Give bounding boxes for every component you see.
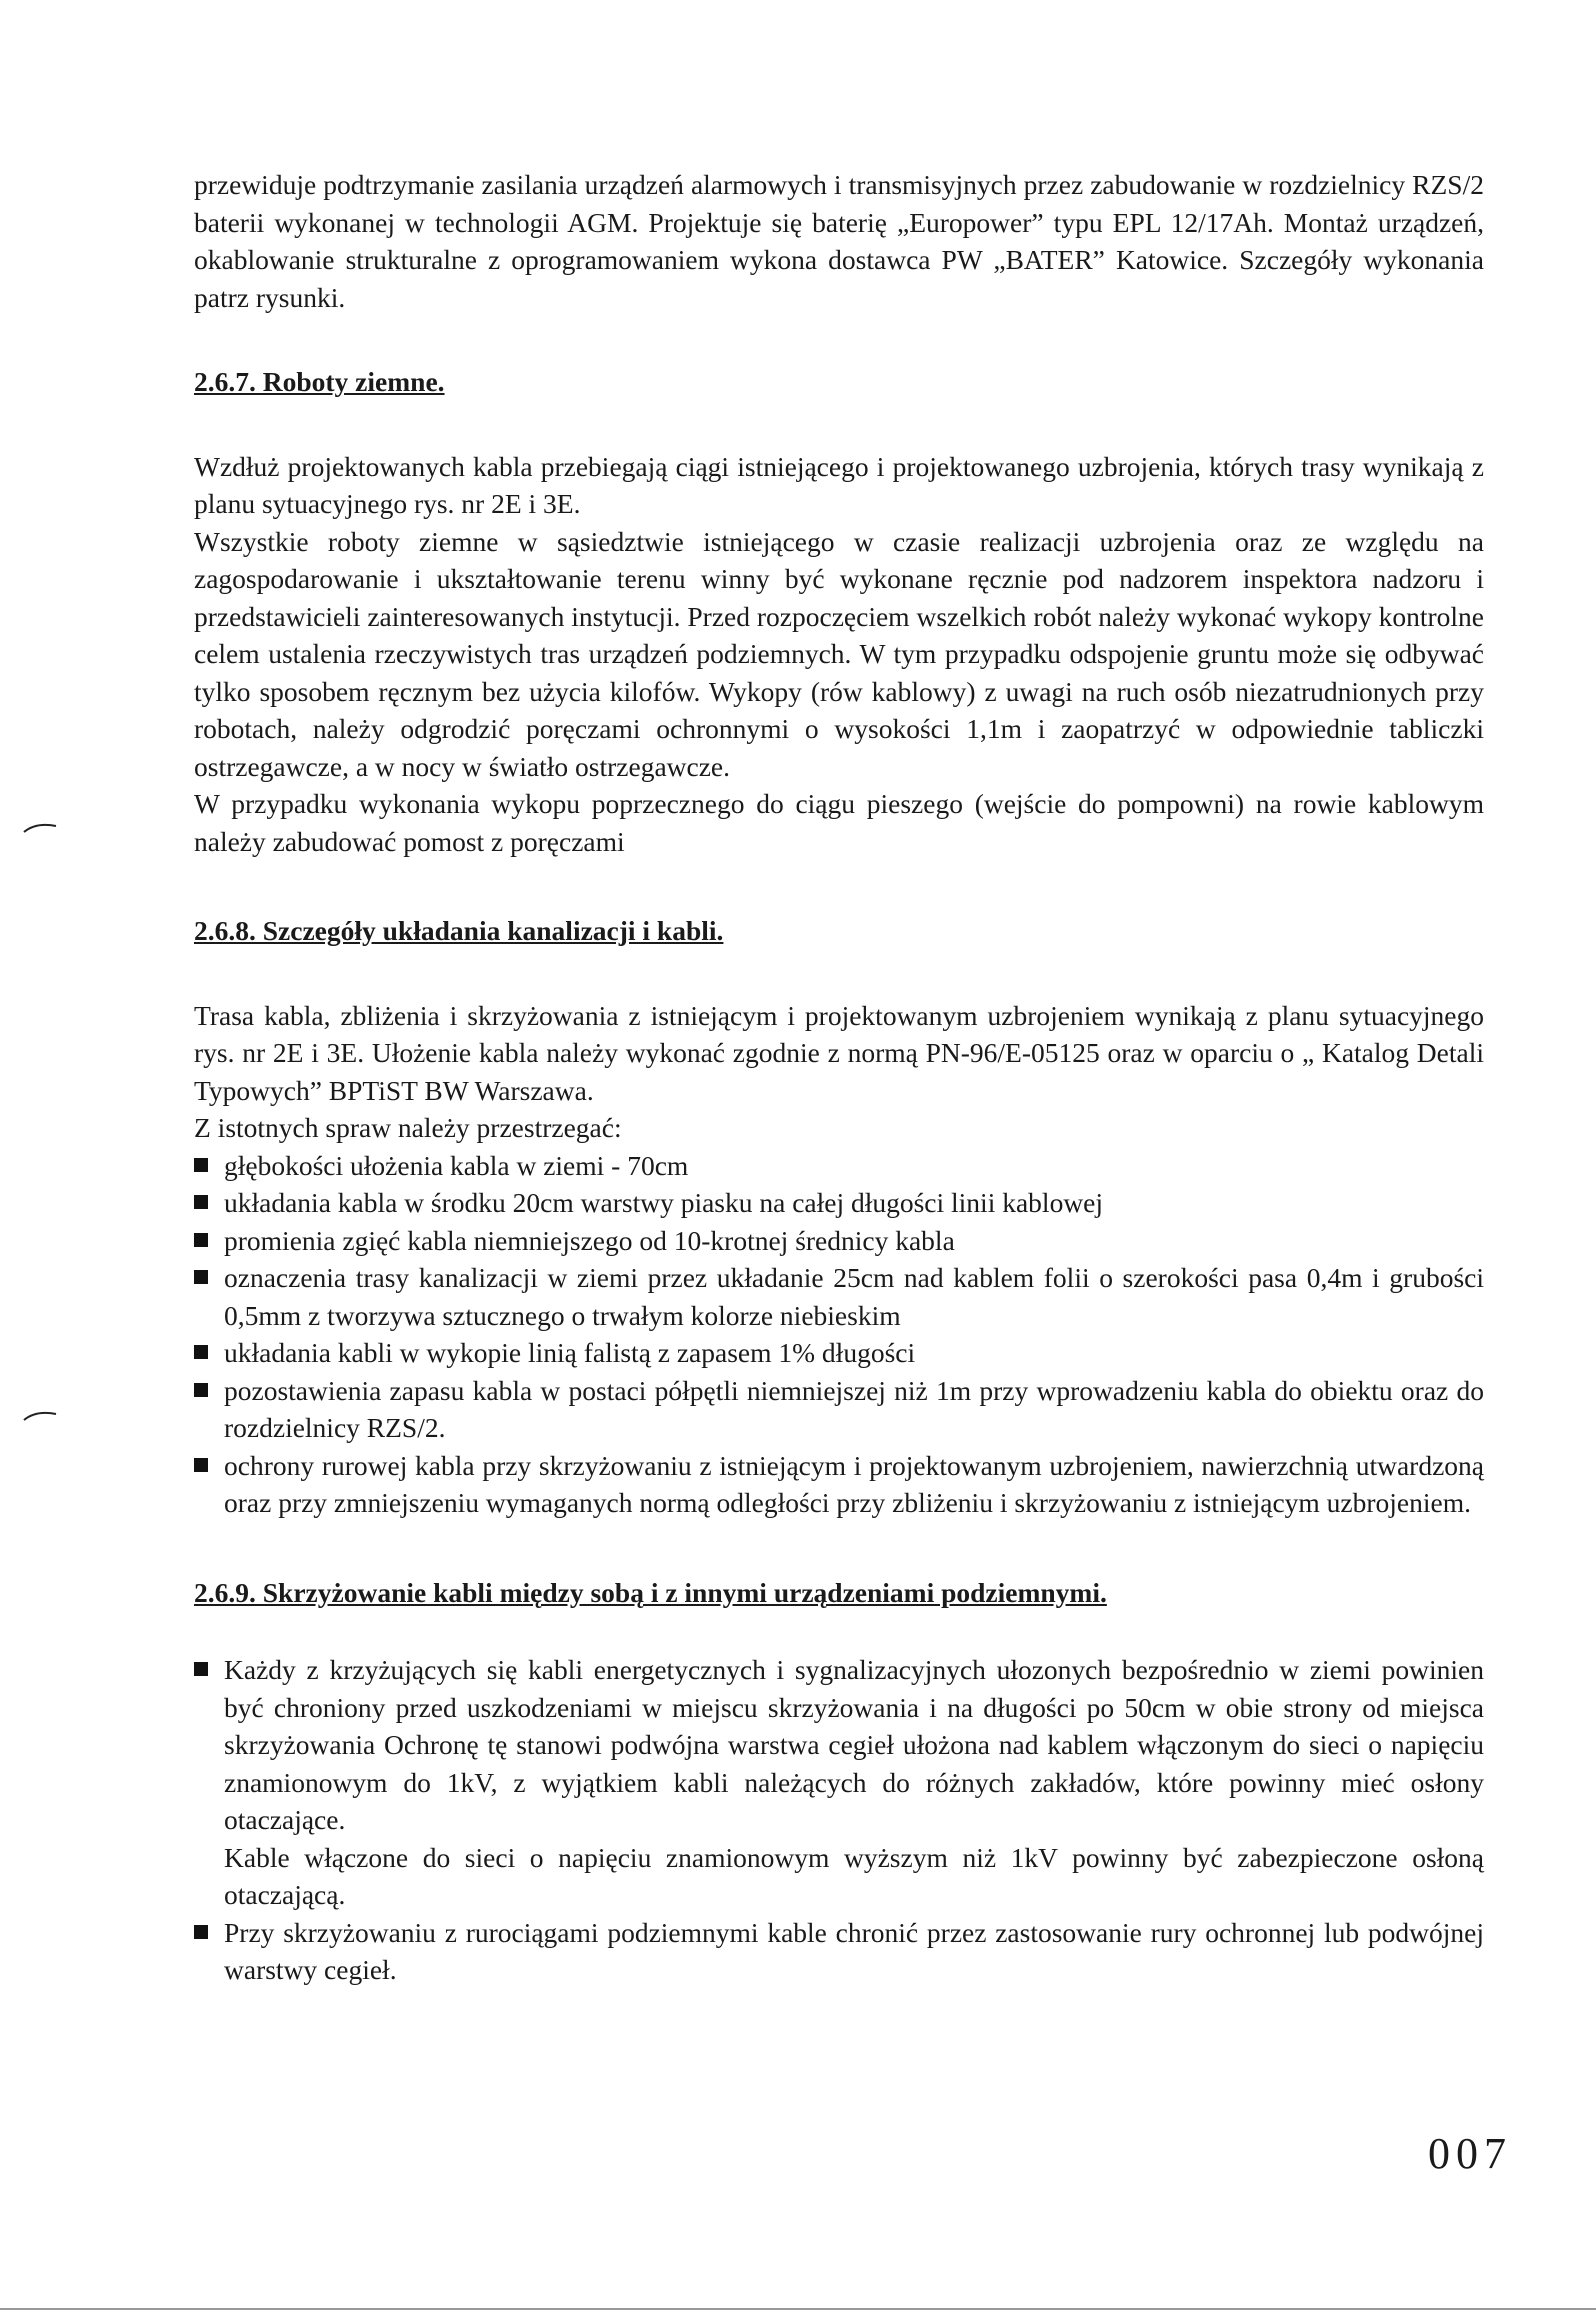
margin-pencil-mark	[22, 1408, 58, 1422]
section-2-6-8	[194, 912, 1484, 1522]
square-bullet-icon	[194, 1270, 208, 1284]
list-item: układania kabla w środku 20cm warstwy piasku na całej długości linii kablowej	[194, 1184, 1484, 1222]
section-2-6-9	[194, 1574, 1484, 1989]
square-bullet-icon	[194, 1158, 208, 1172]
square-bullet-icon	[194, 1458, 208, 1472]
page-number: 007	[1428, 2129, 1512, 2178]
section-heading: 2.6.9. Skrzyżowanie kabli między sobą i z innymi urządzeniami podziemnymi.	[194, 1576, 1107, 1608]
list-item: ochrony rurowej kabla przy skrzyżowaniu z istniejącym i projektowanym uzbrojeniem, nawierzchnią utwardzoną oraz przy zmniejszeniu wymaganych normą odległości przy zbliżeniu i skrzyżowaniu z istniejącym uzbrojeniem.	[194, 1447, 1484, 1522]
list-item: głębokości ułożenia kabla w ziemi - 70cm	[194, 1147, 1484, 1185]
paragraph: Z istotnych spraw należy przestrzegać:	[194, 1112, 622, 1143]
paragraph: Trasa kabla, zbliżenia i skrzyżowania z istniejącym i projektowanym uzbrojeniem wynikają z planu sytuacyjnego rys. nr 2E i 3E. Ułożenie kabla należy wykonać zgodnie z normą PN-96/E-05125 oraz w oparciu o „ Katalog Detali Typowych” BPTiST BW Warszawa.	[194, 999, 1484, 1106]
paragraph: Wzdłuż projektowanych kabla przebiegają ciągi istniejącego i projektowanego uzbrojenia, których trasy wynikają z planu sytuacyjnego rys. nr 2E i 3E.	[194, 450, 1484, 519]
intro-paragraph: przewiduje podtrzymanie zasilania urządzeń alarmowych i transmisyjnych przez zabudowanie w rozdzielnicy RZS/2 baterii wykonanej w technologii AGM. Projektuje się baterię „Europower” typu EPL 12/17Ah. Montaż urządzeń, okablowanie strukturalne z oprogramowaniem wykona dostawca PW „BATER” Katowice. Szczegóły wykonania patrz rysunki.	[194, 169, 1484, 313]
margin-pencil-mark	[22, 820, 58, 834]
section-2-6-7	[194, 363, 1484, 860]
list-item: promienia zgięć kabla niemniejszego od 10-krotnej średnicy kabla	[194, 1222, 1484, 1260]
paragraph: Wszystkie roboty ziemne w sąsiedztwie istniejącego w czasie realizacji uzbrojenia oraz ze względu na zagospodarowanie i ukształtowanie terenu winny być wykonane ręcznie pod nadzorem inspektora nadzoru i przedstawicieli zainteresowanych instytucji. Przed rozpoczęciem wszelkich robót należy wykonać wykopy kontrolne celem ustalenia rzeczywistych tras urządzeń podziemnych. W tym przypadku odspojenie gruntu może się odbywać tylko sposobem ręcznym bez użycia kilofów. Wykopy (rów kablowy) z uwagi na ruch osób niezatrudnionych przy robotach, należy odgrodzić poręczami ochronnymi o wysokości 1,1m i zaopatrzyć w odpowiednie tabliczki ostrzegawcze, a w nocy w światło ostrzegawcze.	[194, 525, 1484, 782]
section-heading: 2.6.7. Roboty ziemne.	[194, 366, 445, 397]
list-item: oznaczenia trasy kanalizacji w ziemi przez układanie 25cm nad kablem folii o szerokości pasa 0,4m i grubości 0,5mm z tworzywa sztucznego o trwałym kolorze niebieskim	[194, 1259, 1484, 1334]
paragraph: W przypadku wykonania wykopu poprzecznego do ciągu pieszego (wejście do pompowni) na rowie kablowym należy zabudować pomost z poręczami	[194, 788, 1484, 857]
list-item-note: Kable włączone do sieci o napięciu znamionowym wyższym niż 1kV powinny być zabezpieczone osłoną otaczającą.	[224, 1841, 1484, 1910]
list-item: pozostawienia zapasu kabla w postaci półpętli niemniejszej niż 1m przy wprowadzeniu kabla do obiektu oraz do rozdzielnicy RZS/2.	[194, 1372, 1484, 1447]
list-item: Przy skrzyżowaniu z rurociągami podziemnymi kable chronić przez zastosowanie rury ochronnej lub podwójnej warstwy cegieł.	[194, 1914, 1484, 1989]
section-heading: 2.6.8. Szczegóły układania kanalizacji i kabli.	[194, 915, 724, 946]
square-bullet-icon	[194, 1383, 208, 1397]
square-bullet-icon	[194, 1925, 208, 1939]
square-bullet-icon	[194, 1195, 208, 1209]
document-body	[194, 166, 1484, 1989]
crossing-rules-list	[194, 1651, 1484, 1989]
square-bullet-icon	[194, 1662, 208, 1676]
list-item: Każdy z krzyżujących się kabli energetycznych i sygnalizacyjnych ułozonych bezpośrednio w ziemi powinien być chroniony przed uszkodzeniami w miejscu skrzyżowania i na długości po 50cm w obie strony od miejsca skrzyżowania Ochronę tę stanowi podwójna warstwa cegieł ułożona nad kablem włączonym do sieci o napięciu znamionowym do 1kV, z wyjątkiem kabli należących do różnych zakładów, które powinny mieć osłony otaczające. Kable włączone do sieci o napięciu znamionowym wyższym niż 1kV powinny być zabezpieczone osłoną otaczającą.	[194, 1651, 1484, 1914]
scan-edge-line	[0, 2308, 1596, 2310]
square-bullet-icon	[194, 1345, 208, 1359]
requirements-list	[194, 1147, 1484, 1522]
square-bullet-icon	[194, 1233, 208, 1247]
list-item: układania kabli w wykopie linią falistą z zapasem 1% długości	[194, 1334, 1484, 1372]
